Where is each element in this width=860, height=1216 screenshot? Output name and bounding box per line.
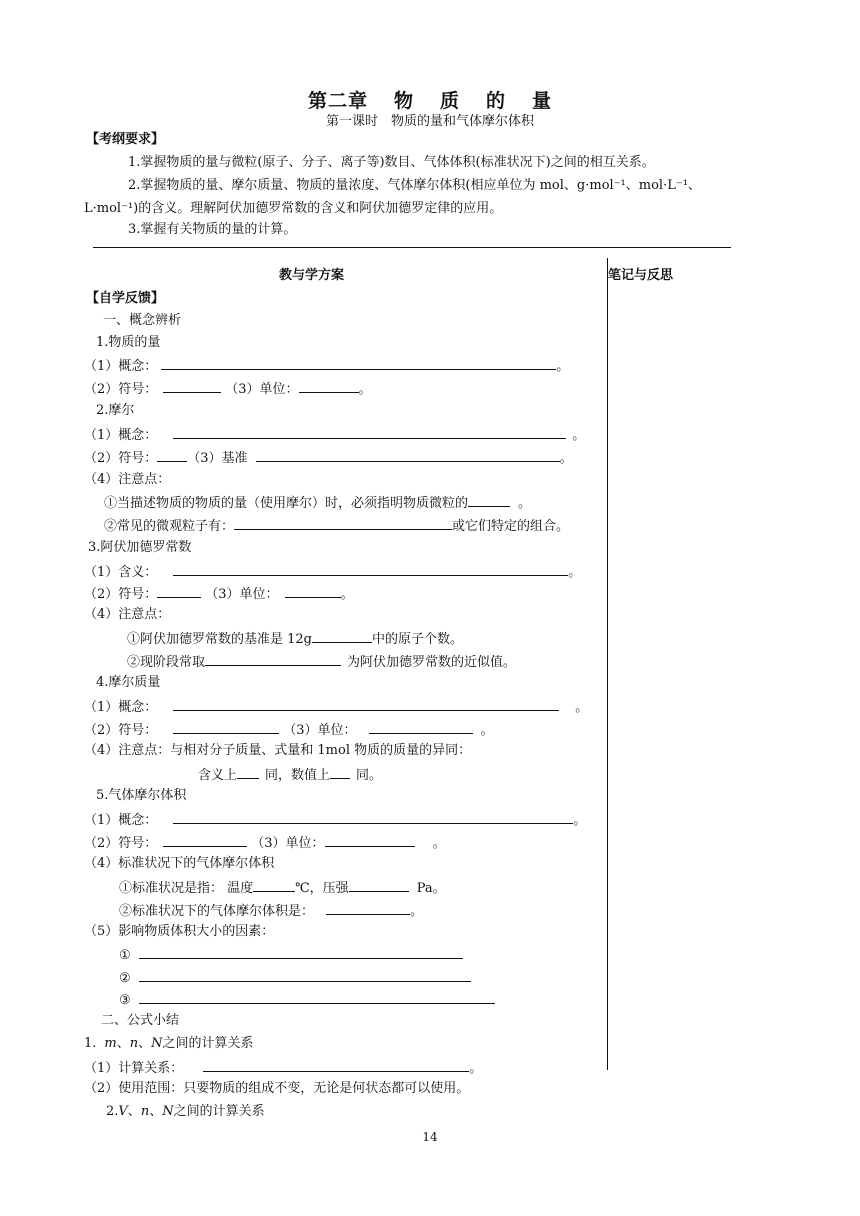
s2-concept-blank[interactable] <box>173 424 566 439</box>
self-study-heading: 【自学反馈】 <box>86 291 165 306</box>
s3-note1-blank[interactable] <box>312 628 372 643</box>
chapter-title: 第二章 物 质 的 量 <box>307 90 553 112</box>
s5-symbol-blank[interactable] <box>163 832 247 847</box>
s5-concept-row: （1）概念： 。 <box>84 809 586 831</box>
s1-concept-blank[interactable] <box>161 355 556 370</box>
column-divider <box>607 258 608 1070</box>
syllabus-heading: 【考纲要求】 <box>86 132 165 147</box>
s4-unit-blank[interactable] <box>369 719 473 734</box>
section-2-title: 2.摩尔 <box>96 403 135 418</box>
syllabus-item-3: 3.掌握有关物质的量的计算。 <box>128 222 297 237</box>
s4-concept-blank[interactable] <box>173 696 559 711</box>
formula-1-calc: （1）计算关系： 。 <box>84 1057 482 1079</box>
s1-unit-blank[interactable] <box>299 378 359 393</box>
syllabus-item-2-line-1: 2.掌握物质的量、摩尔质量、物质的量浓度、气体摩尔体积(相应单位为 mol、g·mol⁻¹、mol·L⁻¹、 <box>128 178 701 193</box>
part-2-heading: 二、公式小结 <box>101 1013 180 1028</box>
s4-symbol-row: （2）符号： （3）单位： 。 <box>84 719 494 741</box>
s5-factor3-blank[interactable] <box>139 989 495 1004</box>
syllabus-item-2-line-2: L·mol⁻¹)的含义。理解阿伏加德罗常数的含义和阿伏加德罗定律的应用。 <box>84 201 503 216</box>
section-1-title: 1.物质的量 <box>96 335 161 350</box>
s5-std-1: ①标准状况是指： 温度 ℃，压强 Pa。 <box>119 877 446 899</box>
s5-factors-heading: （5）影响物质体积大小的因素： <box>84 924 275 939</box>
section-3-title: 3.阿伏加德罗常数 <box>88 540 192 555</box>
s5-factor-1: ① <box>119 944 463 966</box>
s3-note-heading: （4）注意点： <box>84 607 171 622</box>
s3-note-1: ①阿伏加德罗常数的基准是 12g 中的原子个数。 <box>127 628 463 650</box>
formula-1-range: （2）使用范围：只要物质的组成不变，无论是何状态都可以使用。 <box>84 1081 470 1096</box>
s5-unit-blank[interactable] <box>325 832 415 847</box>
s1-symbol-row: （2）符号： （3）单位： 。 <box>84 378 372 400</box>
s2-std-blank[interactable] <box>256 447 560 462</box>
formula-2-title: 2.V、n、N之间的计算关系 <box>106 1104 265 1119</box>
s2-symbol-row: （2）符号： （3）基准 。 <box>84 447 573 469</box>
s5-std-2: ②标准状况下的气体摩尔体积是： 。 <box>119 900 423 922</box>
s3-unit-blank[interactable] <box>285 583 341 598</box>
s5-concept-blank[interactable] <box>173 809 573 824</box>
s5-factor-3: ③ <box>119 989 495 1011</box>
s2-symbol-blank[interactable] <box>157 447 187 462</box>
s1-concept-row: （1）概念： 。 <box>84 355 569 377</box>
s3-symbol-blank[interactable] <box>157 583 201 598</box>
s3-note-2: ②现阶段常取 为阿伏加德罗常数的近似值。 <box>127 651 516 673</box>
s4-concept-row: （1）概念： 。 <box>84 696 588 718</box>
s5-factor2-blank[interactable] <box>139 967 471 982</box>
s2-note2-blank[interactable] <box>234 515 452 530</box>
formula-1-title: 1. m、n、N之间的计算关系 <box>84 1036 254 1051</box>
s1-symbol-blank[interactable] <box>163 378 221 393</box>
s5-std2-blank[interactable] <box>326 900 410 915</box>
s5-temp-blank[interactable] <box>253 877 295 892</box>
s3-note2-blank[interactable] <box>205 651 341 666</box>
s3-meaning-row: （1）含义： 。 <box>84 561 581 583</box>
left-column-header: 教与学方案 <box>279 268 345 283</box>
s2-note1-blank[interactable] <box>468 492 510 507</box>
page-number: 14 <box>422 1130 438 1144</box>
section-4-title: 4.摩尔质量 <box>96 675 161 690</box>
f1-calc-blank[interactable] <box>203 1057 469 1072</box>
s5-std-heading: （4）标准状况下的气体摩尔体积 <box>84 856 275 871</box>
s5-symbol-row: （2）符号： （3）单位： 。 <box>84 832 446 854</box>
s4-value-blank[interactable] <box>330 764 350 779</box>
lesson-subtitle: 第一课时 物质的量和气体摩尔体积 <box>325 114 534 129</box>
section-divider <box>93 247 731 248</box>
s4-meaning-blank[interactable] <box>237 764 259 779</box>
s2-note-1: ①当描述物质的物质的量（使用摩尔）时，必须指明物质微粒的 。 <box>104 492 531 514</box>
s5-factor1-blank[interactable] <box>139 944 463 959</box>
s5-pressure-blank[interactable] <box>349 877 409 892</box>
s2-note-heading: （4）注意点： <box>84 472 171 487</box>
s2-concept-row: （1）概念： 。 <box>84 424 585 446</box>
s2-note-2: ②常见的微观粒子有： 或它们特定的组合。 <box>104 515 569 537</box>
s4-symbol-blank[interactable] <box>173 719 279 734</box>
s5-factor-2: ② <box>119 967 471 989</box>
s4-note-detail: 含义上 同，数值上 同。 <box>198 764 382 786</box>
part-1-heading: 一、概念辨析 <box>103 313 182 328</box>
section-5-title: 5.气体摩尔体积 <box>96 788 187 803</box>
s3-meaning-blank[interactable] <box>173 561 568 576</box>
syllabus-item-1: 1.掌握物质的量与微粒(原子、分子、离子等)数目、气体体积(标准状况下)之间的相互关系。 <box>128 155 655 170</box>
s4-note: （4）注意点：与相对分子质量、式量和 1mol 物质的质量的异同： <box>84 743 472 758</box>
s3-symbol-row: （2）符号： （3）单位： 。 <box>84 583 354 605</box>
right-column-header: 笔记与反思 <box>608 268 674 283</box>
